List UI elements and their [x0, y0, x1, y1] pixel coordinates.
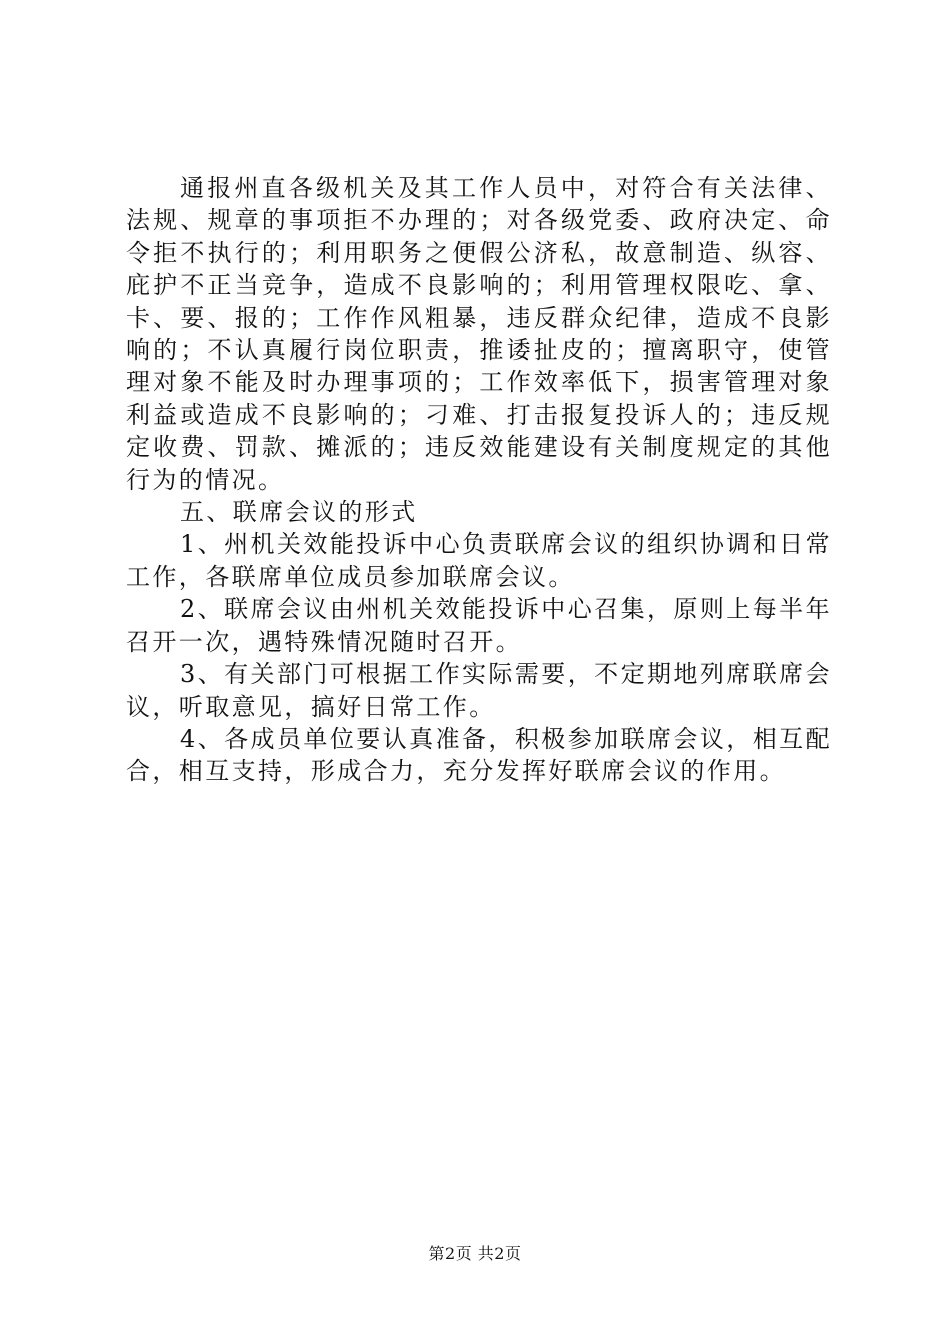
paragraph-item-2: 2、联席会议由州机关效能投诉中心召集，原则上每半年召开一次，遇特殊情况随时召开。	[126, 595, 832, 656]
document-body	[126, 172, 832, 788]
paragraph-item-4: 4、各成员单位要认真准备，积极参加联席会议，相互配合，相互支持，形成合力，充分发挥好联席会议的作用。	[126, 724, 832, 786]
paragraph-report-items: 通报州直各级机关及其工作人员中，对符合有关法律、法规、规章的事项拒不办理的；对各级党委、政府决定、命令拒不执行的；利用职务之便假公济私，故意制造、纵容、庇护不正当竞争，造成不良影响的；利用管理权限吃、拿、卡、要、报的；工作作风粗暴，违反群众纪律，造成不良影响的；不认真履行岗位职责，推诿扯皮的；擅离职守，使管理对象不能及时办理事项的；工作效率低下，损害管理对象利益或造成不良影响的；刁难、打击报复投诉人的；违反规定收费、罚款、摊派的；违反效能建设有关制度规定的其他行为的情况。	[126, 174, 832, 494]
page-number-footer: 第2页 共2页	[428, 1244, 522, 1263]
section-heading-meeting-form: 五、联席会议的形式	[180, 498, 418, 527]
paragraph-item-1: 1、州机关效能投诉中心负责联席会议的组织协调和日常工作，各联席单位成员参加联席会议。	[126, 530, 832, 591]
paragraph-item-3: 3、有关部门可根据工作实际需要，不定期地列席联席会议，听取意见，搞好日常工作。	[126, 660, 832, 721]
